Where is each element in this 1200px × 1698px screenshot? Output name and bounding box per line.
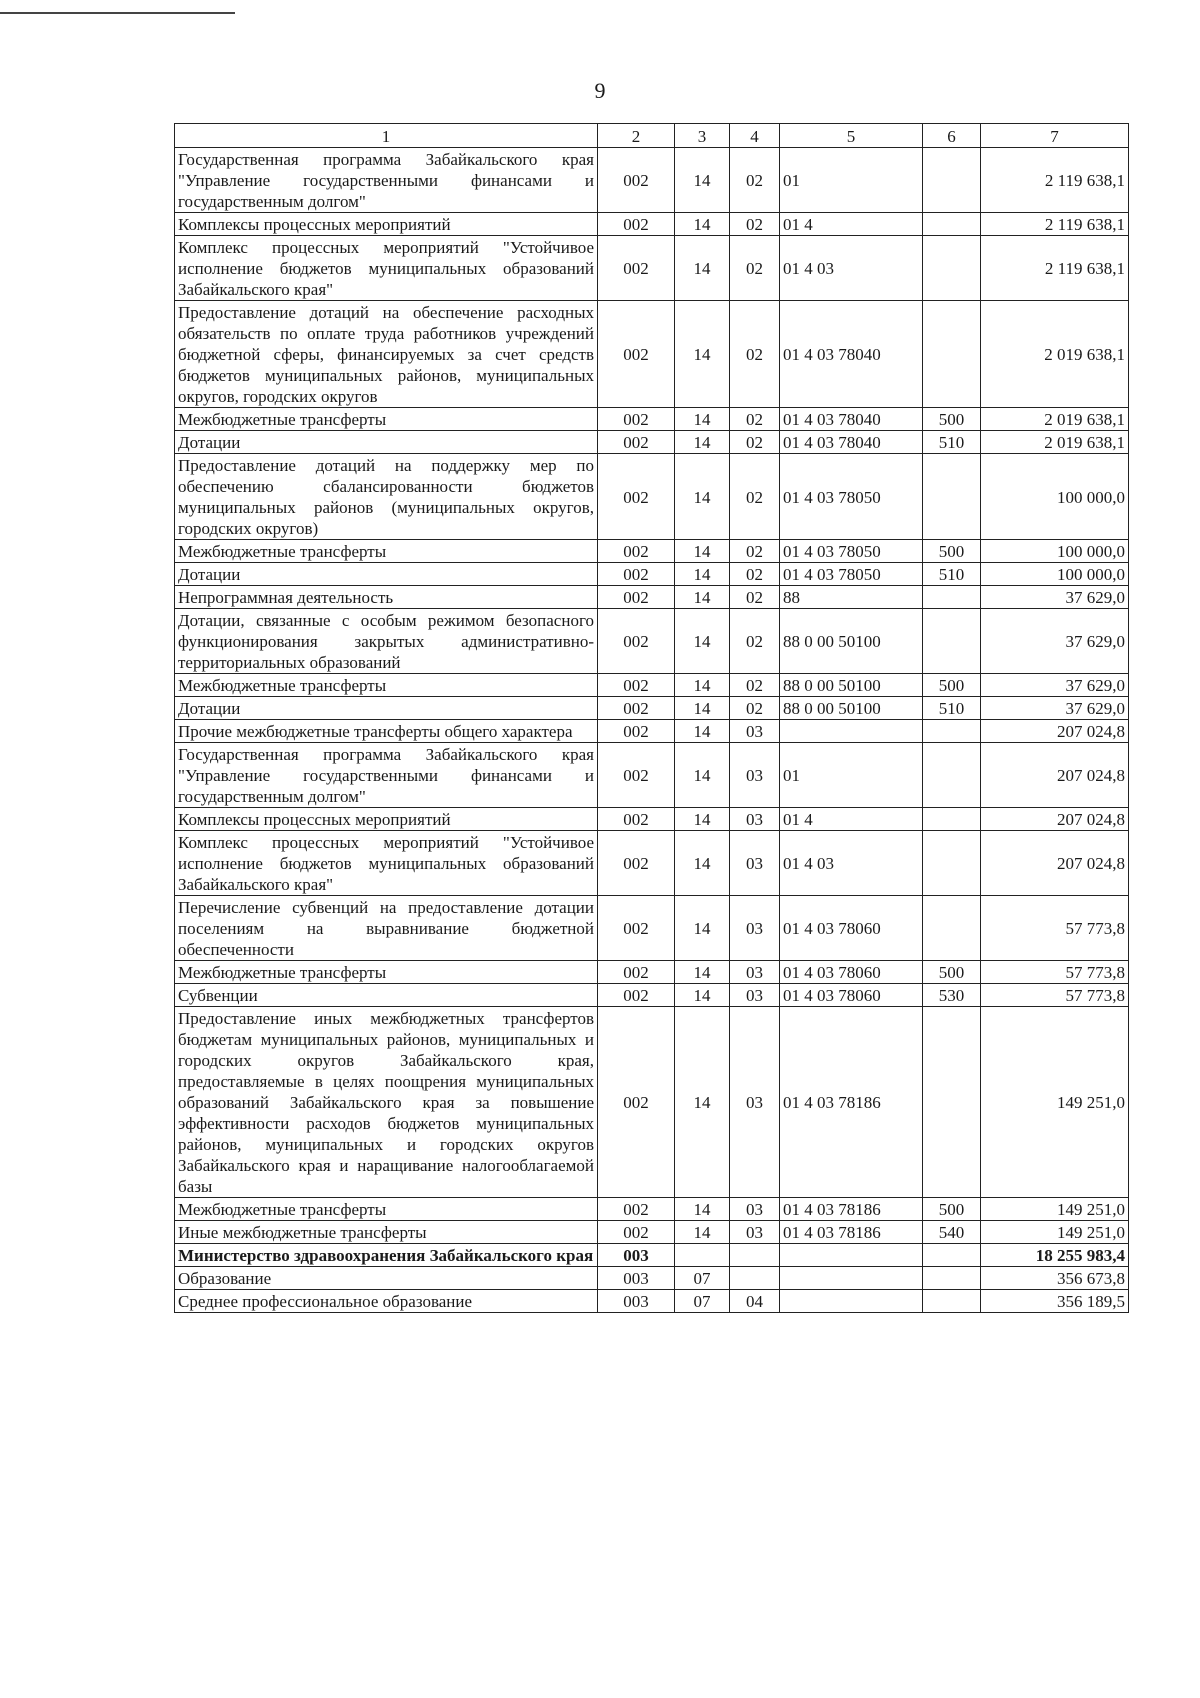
row-section-cell: 14 (675, 301, 730, 408)
table-row (175, 454, 1129, 540)
row-target-article-cell (780, 720, 923, 743)
row-amount-cell: 207 024,8 (981, 743, 1129, 808)
row-subsection-cell: 02 (730, 236, 780, 301)
row-section-cell: 07 (675, 1290, 730, 1313)
header-cell: 5 (780, 124, 923, 148)
table-row (175, 697, 1129, 720)
row-expense-type-cell: 510 (923, 431, 981, 454)
row-subsection-cell: 02 (730, 586, 780, 609)
row-code-cell: 003 (598, 1267, 675, 1290)
table-row (175, 1244, 1129, 1267)
row-amount-cell: 149 251,0 (981, 1221, 1129, 1244)
row-section-cell: 14 (675, 431, 730, 454)
table-row (175, 1007, 1129, 1198)
row-section-cell: 14 (675, 408, 730, 431)
row-subsection-cell: 03 (730, 743, 780, 808)
row-code-cell: 002 (598, 301, 675, 408)
row-subsection-cell: 02 (730, 213, 780, 236)
row-expense-type-cell: 510 (923, 563, 981, 586)
row-expense-type-cell (923, 1267, 981, 1290)
row-section-cell: 14 (675, 743, 730, 808)
row-name-cell: Межбюджетные трансферты (175, 1198, 598, 1221)
row-amount-cell: 37 629,0 (981, 586, 1129, 609)
table-row (175, 896, 1129, 961)
row-section-cell: 07 (675, 1267, 730, 1290)
row-amount-cell: 100 000,0 (981, 454, 1129, 540)
row-amount-cell: 356 673,8 (981, 1267, 1129, 1290)
table-row (175, 213, 1129, 236)
table-row (175, 961, 1129, 984)
row-code-cell: 002 (598, 1198, 675, 1221)
page-number: 9 (594, 78, 606, 103)
row-name-cell: Комплекс процессных мероприятий "Устойчивое исполнение бюджетов муниципальных образований Забайкальского края" (175, 831, 598, 896)
row-subsection-cell: 02 (730, 563, 780, 586)
row-name-cell: Перечисление субвенций на предоставление дотации поселениям на выравнивание бюджетной обеспеченности (175, 896, 598, 961)
row-amount-cell: 207 024,8 (981, 720, 1129, 743)
row-target-article-cell: 01 4 (780, 808, 923, 831)
table-row (175, 674, 1129, 697)
row-expense-type-cell (923, 808, 981, 831)
table-row (175, 808, 1129, 831)
row-code-cell: 002 (598, 896, 675, 961)
row-subsection-cell: 02 (730, 540, 780, 563)
row-name-cell: Межбюджетные трансферты (175, 674, 598, 697)
row-code-cell: 003 (598, 1244, 675, 1267)
header-cell: 2 (598, 124, 675, 148)
row-code-cell: 002 (598, 563, 675, 586)
row-expense-type-cell (923, 454, 981, 540)
table-row (175, 586, 1129, 609)
row-section-cell: 14 (675, 831, 730, 896)
row-subsection-cell: 02 (730, 454, 780, 540)
row-section-cell: 14 (675, 609, 730, 674)
row-expense-type-cell (923, 609, 981, 674)
row-expense-type-cell: 530 (923, 984, 981, 1007)
table-row (175, 1290, 1129, 1313)
row-name-cell: Субвенции (175, 984, 598, 1007)
row-name-cell: Межбюджетные трансферты (175, 408, 598, 431)
row-subsection-cell (730, 1244, 780, 1267)
header-cell: 1 (175, 124, 598, 148)
row-subsection-cell: 02 (730, 431, 780, 454)
row-amount-cell: 57 773,8 (981, 961, 1129, 984)
row-amount-cell: 356 189,5 (981, 1290, 1129, 1313)
row-target-article-cell: 01 (780, 743, 923, 808)
row-section-cell: 14 (675, 586, 730, 609)
row-amount-cell: 2 119 638,1 (981, 213, 1129, 236)
row-target-article-cell: 01 4 03 78050 (780, 454, 923, 540)
row-target-article-cell: 01 4 03 78050 (780, 540, 923, 563)
row-expense-type-cell: 510 (923, 697, 981, 720)
row-target-article-cell: 88 0 00 50100 (780, 674, 923, 697)
row-subsection-cell (730, 1267, 780, 1290)
row-code-cell: 002 (598, 408, 675, 431)
row-section-cell: 14 (675, 961, 730, 984)
row-section-cell: 14 (675, 808, 730, 831)
row-target-article-cell: 01 4 03 (780, 831, 923, 896)
table-row (175, 1198, 1129, 1221)
table-row (175, 540, 1129, 563)
row-name-cell: Государственная программа Забайкальского края "Управление государственными финансами и государственным долгом" (175, 148, 598, 213)
row-section-cell: 14 (675, 896, 730, 961)
row-expense-type-cell (923, 236, 981, 301)
row-code-cell: 002 (598, 743, 675, 808)
row-code-cell: 002 (598, 540, 675, 563)
row-target-article-cell (780, 1244, 923, 1267)
row-expense-type-cell (923, 586, 981, 609)
row-name-cell: Комплексы процессных мероприятий (175, 808, 598, 831)
row-name-cell: Дотации (175, 431, 598, 454)
row-expense-type-cell (923, 1007, 981, 1198)
row-section-cell (675, 1244, 730, 1267)
row-target-article-cell: 88 0 00 50100 (780, 697, 923, 720)
row-name-cell: Межбюджетные трансферты (175, 961, 598, 984)
row-code-cell: 002 (598, 454, 675, 540)
row-target-article-cell: 01 4 03 78050 (780, 563, 923, 586)
row-expense-type-cell (923, 743, 981, 808)
row-target-article-cell: 01 4 03 78060 (780, 896, 923, 961)
row-name-cell: Дотации, связанные с особым режимом безопасного функционирования закрытых административно-территориальных образований (175, 609, 598, 674)
row-expense-type-cell (923, 301, 981, 408)
row-amount-cell: 100 000,0 (981, 540, 1129, 563)
row-amount-cell: 2 019 638,1 (981, 408, 1129, 431)
row-target-article-cell: 01 4 03 78040 (780, 301, 923, 408)
scan-artifact-line (0, 12, 235, 14)
row-target-article-cell: 01 4 03 78040 (780, 408, 923, 431)
row-section-cell: 14 (675, 540, 730, 563)
row-amount-cell: 149 251,0 (981, 1198, 1129, 1221)
row-expense-type-cell (923, 1290, 981, 1313)
row-code-cell: 002 (598, 148, 675, 213)
row-target-article-cell: 01 4 (780, 213, 923, 236)
row-amount-cell: 18 255 983,4 (981, 1244, 1129, 1267)
row-code-cell: 002 (598, 697, 675, 720)
table-body (175, 148, 1129, 1313)
row-expense-type-cell (923, 1244, 981, 1267)
row-code-cell: 003 (598, 1290, 675, 1313)
row-target-article-cell: 01 4 03 78186 (780, 1221, 923, 1244)
row-name-cell: Предоставление иных межбюджетных трансфертов бюджетам муниципальных районов, муниципальных и городских округов Забайкальского края, предоставляемые в целях поощрения муниципальных образований Забайкальского края за повышение эффективности расходов бюджетов муниципальных районов, муниципальных и городских округов Забайкальского края и наращивание налогооблагаемой базы (175, 1007, 598, 1198)
row-subsection-cell: 03 (730, 984, 780, 1007)
row-code-cell: 002 (598, 1221, 675, 1244)
row-section-cell: 14 (675, 1221, 730, 1244)
table-row (175, 743, 1129, 808)
row-subsection-cell: 02 (730, 301, 780, 408)
row-expense-type-cell (923, 896, 981, 961)
row-target-article-cell: 01 4 03 78060 (780, 961, 923, 984)
row-amount-cell: 37 629,0 (981, 674, 1129, 697)
row-expense-type-cell: 500 (923, 408, 981, 431)
row-name-cell: Среднее профессиональное образование (175, 1290, 598, 1313)
header-cell: 6 (923, 124, 981, 148)
row-code-cell: 002 (598, 1007, 675, 1198)
row-subsection-cell: 03 (730, 961, 780, 984)
row-name-cell: Предоставление дотаций на обеспечение расходных обязательств по оплате труда работников учреждений бюджетной сферы, финансируемых за счет средств бюджетов муниципальных районов, муниципальных округов, городских округов (175, 301, 598, 408)
row-amount-cell: 2 019 638,1 (981, 431, 1129, 454)
row-subsection-cell: 03 (730, 1198, 780, 1221)
table-row (175, 609, 1129, 674)
row-amount-cell: 37 629,0 (981, 697, 1129, 720)
table-row (175, 1221, 1129, 1244)
row-code-cell: 002 (598, 431, 675, 454)
row-subsection-cell: 04 (730, 1290, 780, 1313)
row-section-cell: 14 (675, 148, 730, 213)
table-row (175, 720, 1129, 743)
row-subsection-cell: 03 (730, 720, 780, 743)
row-target-article-cell: 01 4 03 78040 (780, 431, 923, 454)
row-name-cell: Министерство здравоохранения Забайкальского края (175, 1244, 598, 1267)
row-amount-cell: 2 019 638,1 (981, 301, 1129, 408)
row-code-cell: 002 (598, 984, 675, 1007)
row-name-cell: Дотации (175, 563, 598, 586)
row-expense-type-cell (923, 831, 981, 896)
row-section-cell: 14 (675, 563, 730, 586)
row-code-cell: 002 (598, 213, 675, 236)
row-code-cell: 002 (598, 808, 675, 831)
row-target-article-cell: 88 (780, 586, 923, 609)
row-target-article-cell: 01 4 03 78060 (780, 984, 923, 1007)
row-section-cell: 14 (675, 1007, 730, 1198)
row-subsection-cell: 02 (730, 148, 780, 213)
row-section-cell: 14 (675, 984, 730, 1007)
row-name-cell: Дотации (175, 697, 598, 720)
row-target-article-cell: 01 4 03 78186 (780, 1007, 923, 1198)
table-row (175, 1267, 1129, 1290)
table-row (175, 563, 1129, 586)
row-code-cell: 002 (598, 674, 675, 697)
row-name-cell: Комплекс процессных мероприятий "Устойчивое исполнение бюджетов муниципальных образований Забайкальского края" (175, 236, 598, 301)
table-row (175, 301, 1129, 408)
row-name-cell: Комплексы процессных мероприятий (175, 213, 598, 236)
row-subsection-cell: 03 (730, 896, 780, 961)
row-section-cell: 14 (675, 674, 730, 697)
row-name-cell: Непрограммная деятельность (175, 586, 598, 609)
row-name-cell: Предоставление дотаций на поддержку мер по обеспечению сбалансированности бюджетов муниципальных районов (муниципальных округов, городских округов) (175, 454, 598, 540)
row-expense-type-cell: 540 (923, 1221, 981, 1244)
row-expense-type-cell (923, 213, 981, 236)
row-target-article-cell: 88 0 00 50100 (780, 609, 923, 674)
row-code-cell: 002 (598, 720, 675, 743)
row-amount-cell: 57 773,8 (981, 896, 1129, 961)
table-row (175, 984, 1129, 1007)
row-subsection-cell: 03 (730, 1007, 780, 1198)
row-subsection-cell: 02 (730, 697, 780, 720)
row-section-cell: 14 (675, 454, 730, 540)
row-name-cell: Иные межбюджетные трансферты (175, 1221, 598, 1244)
header-row (175, 124, 1129, 148)
row-code-cell: 002 (598, 961, 675, 984)
row-amount-cell: 207 024,8 (981, 808, 1129, 831)
row-amount-cell: 149 251,0 (981, 1007, 1129, 1198)
row-amount-cell: 37 629,0 (981, 609, 1129, 674)
table-row (175, 408, 1129, 431)
row-amount-cell: 2 119 638,1 (981, 236, 1129, 301)
row-amount-cell: 207 024,8 (981, 831, 1129, 896)
row-subsection-cell: 03 (730, 831, 780, 896)
row-target-article-cell (780, 1267, 923, 1290)
row-subsection-cell: 02 (730, 674, 780, 697)
table-row (175, 831, 1129, 896)
row-subsection-cell: 02 (730, 408, 780, 431)
row-expense-type-cell: 500 (923, 1198, 981, 1221)
row-code-cell: 002 (598, 831, 675, 896)
header-cell: 4 (730, 124, 780, 148)
row-amount-cell: 2 119 638,1 (981, 148, 1129, 213)
row-subsection-cell: 02 (730, 609, 780, 674)
row-expense-type-cell: 500 (923, 540, 981, 563)
header-cell: 3 (675, 124, 730, 148)
row-name-cell: Прочие межбюджетные трансферты общего характера (175, 720, 598, 743)
row-target-article-cell: 01 (780, 148, 923, 213)
row-subsection-cell: 03 (730, 1221, 780, 1244)
row-code-cell: 002 (598, 236, 675, 301)
row-name-cell: Образование (175, 1267, 598, 1290)
row-name-cell: Государственная программа Забайкальского края "Управление государственными финансами и государственным долгом" (175, 743, 598, 808)
row-expense-type-cell (923, 720, 981, 743)
row-amount-cell: 100 000,0 (981, 563, 1129, 586)
budget-table (174, 123, 1129, 1313)
row-expense-type-cell: 500 (923, 674, 981, 697)
row-section-cell: 14 (675, 213, 730, 236)
row-section-cell: 14 (675, 1198, 730, 1221)
row-name-cell: Межбюджетные трансферты (175, 540, 598, 563)
table-row (175, 148, 1129, 213)
table-row (175, 431, 1129, 454)
row-section-cell: 14 (675, 697, 730, 720)
row-expense-type-cell: 500 (923, 961, 981, 984)
row-code-cell: 002 (598, 609, 675, 674)
row-amount-cell: 57 773,8 (981, 984, 1129, 1007)
row-expense-type-cell (923, 148, 981, 213)
row-subsection-cell: 03 (730, 808, 780, 831)
row-target-article-cell: 01 4 03 (780, 236, 923, 301)
header-cell: 7 (981, 124, 1129, 148)
row-section-cell: 14 (675, 236, 730, 301)
row-section-cell: 14 (675, 720, 730, 743)
row-target-article-cell (780, 1290, 923, 1313)
row-target-article-cell: 01 4 03 78186 (780, 1198, 923, 1221)
row-code-cell: 002 (598, 586, 675, 609)
table-row (175, 236, 1129, 301)
